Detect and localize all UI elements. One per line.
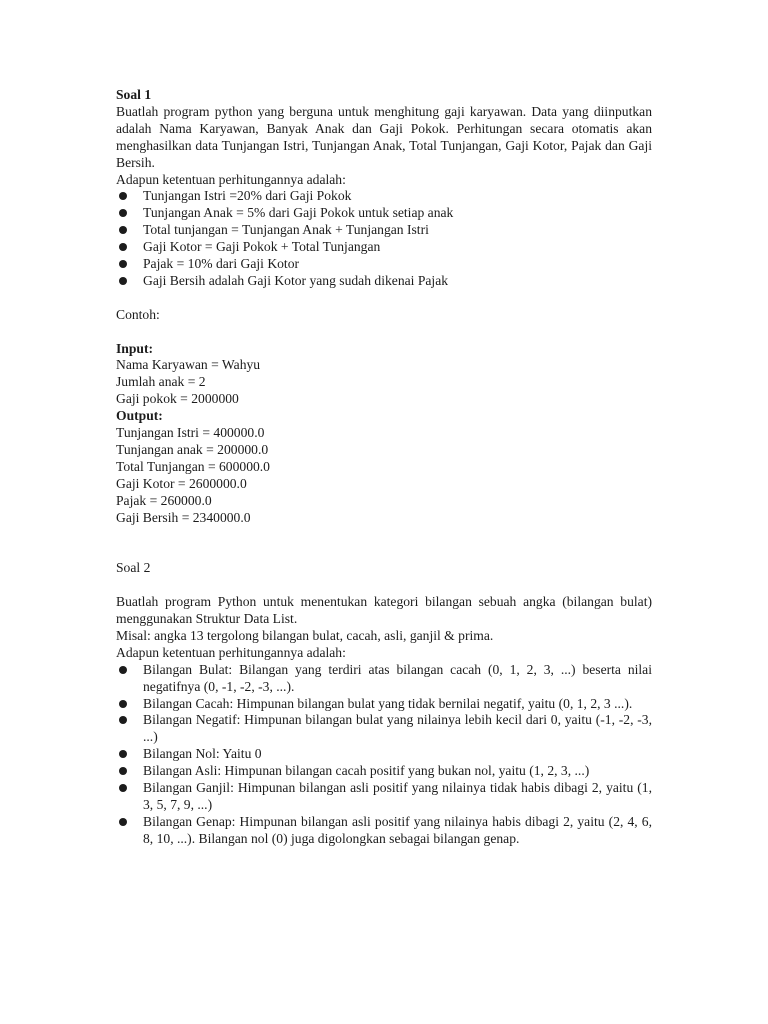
soal2-title: Soal 2 [116,560,151,576]
list-item: Tunjangan Istri =20% dari Gaji Pokok [116,188,652,205]
list-item: Bilangan Genap: Himpunan bilangan asli positif yang nilainya habis dibagi 2, yaitu (2, 4, 6, 8, 10, ...). Bilangan nol (0) juga digolongkan sebagai bilangan genap. [116,814,652,848]
output-line: Tunjangan anak = 200000.0 [116,442,269,457]
list-item: Bilangan Cacah: Himpunan bilangan bulat yang tidak bernilai negatif, yaitu (0, 1, 2, 3 ...). [116,696,652,713]
example-label: Contoh: [116,306,160,322]
list-item: Bilangan Nol: Yaitu 0 [116,746,652,763]
bullet-icon [119,767,127,775]
soal1-title: Soal 1 [116,87,152,102]
bullet-icon [119,666,127,674]
bullet-icon [119,260,127,268]
output-label: Output: [116,408,163,424]
soal2-rules-lead: Adapun ketentuan perhitungannya adalah: [116,644,346,660]
spacer [116,577,652,594]
spacer [116,324,652,341]
soal1-rules-lead: Adapun ketentuan perhitungannya adalah: [116,171,346,187]
document-page [116,87,652,848]
input-line: Nama Karyawan = Wahyu [116,357,261,373]
input-line: Gaji pokok = 2000000 [116,391,239,407]
output-line: Pajak = 260000.0 [116,492,212,508]
bullet-icon [119,226,127,234]
list-item: Bilangan Asli: Himpunan bilangan cacah positif yang bukan nol, yaitu (1, 2, 3, ...) [116,763,652,780]
list-item: Total tunjangan = Tunjangan Anak + Tunjangan Istri [116,222,652,239]
list-item: Tunjangan Anak = 5% dari Gaji Pokok untuk setiap anak [116,205,652,222]
bullet-icon [119,750,127,758]
output-line: Gaji Kotor = 2600000.0 [116,475,247,491]
soal2-rules-list [116,662,652,848]
output-line: Total Tunjangan = 600000.0 [116,458,270,474]
list-item: Bilangan Ganjil: Himpunan bilangan asli positif yang nilainya tidak habis dibagi 2, yaitu (1, 3, 5, 7, 9, ...) [116,780,652,814]
input-label: Input: [116,340,154,356]
list-item: Bilangan Negatif: Himpunan bilangan bulat yang nilainya lebih kecil dari 0, yaitu (-1, -2, -3, ...) [116,712,652,746]
list-item: Pajak = 10% dari Gaji Kotor [116,256,652,273]
list-item: Gaji Kotor = Gaji Pokok + Total Tunjangan [116,239,652,256]
bullet-icon [119,716,127,724]
list-item: Gaji Bersih adalah Gaji Kotor yang sudah dikenai Pajak [116,273,652,290]
spacer [116,543,652,560]
bullet-icon [119,784,127,792]
bullet-icon [119,192,127,200]
bullet-icon [119,243,127,251]
soal2-intro: Buatlah program Python untuk menentukan kategori bilangan sebuah angka (bilangan bulat) menggunakan Struktur Data List. [116,594,652,627]
output-line: Tunjangan Istri = 400000.0 [116,425,265,441]
input-line: Jumlah anak = 2 [116,374,206,390]
output-line: Gaji Bersih = 2340000.0 [116,509,251,525]
soal1-rules-list [116,188,652,289]
bullet-icon [119,700,127,708]
spacer [116,290,652,307]
spacer [116,527,652,544]
bullet-icon [119,209,127,217]
bullet-icon [119,277,127,285]
soal1-intro: Buatlah program python yang berguna untuk menghitung gaji karyawan. Data yang diinputkan adalah Nama Karyawan, Banyak Anak dan Gaji Pokok. Perhitungan secara otomatis akan menghasilkan data Tunjangan Istri, Tunjangan Anak, Total Tunjangan, Gaji Kotor, Pajak dan Gaji Bersih. [116,103,652,170]
list-item: Bilangan Bulat: Bilangan yang terdiri atas bilangan cacah (0, 1, 2, 3, ...) beserta nilai negatifnya (0, -1, -2, -3, ...). [116,662,652,696]
bullet-icon [119,818,127,826]
soal2-example: Misal: angka 13 tergolong bilangan bulat, cacah, asli, ganjil & prima. [116,627,494,643]
